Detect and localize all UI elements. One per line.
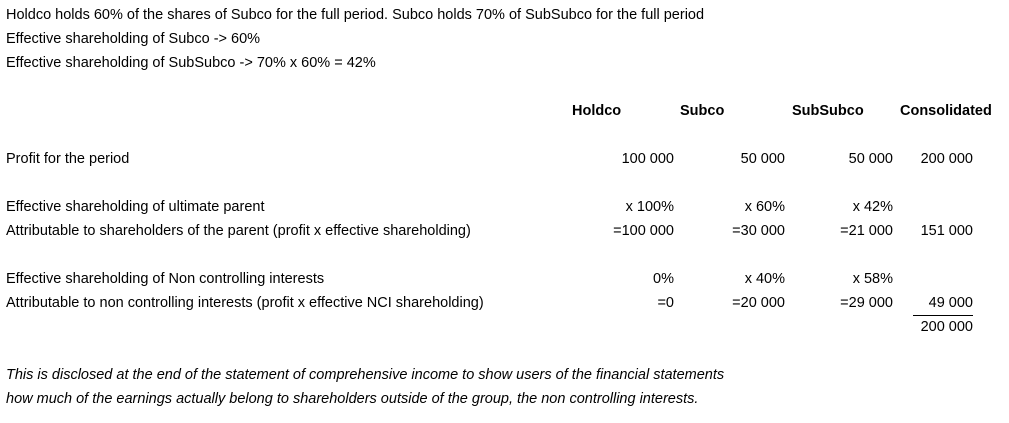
- row-profit-subco: 50 000: [740, 151, 785, 167]
- consolidated-total: 200 000: [920, 319, 973, 335]
- row-parent-share-subsubco: x 42%: [852, 199, 893, 215]
- note-line-1: This is disclosed at the end of the statement of comprehensive income to show users of the financial statements: [6, 367, 725, 383]
- row-parent-share-holdco: x 100%: [625, 199, 674, 215]
- row-nci-share-subco: x 40%: [744, 271, 785, 287]
- intro-line-2: Effective shareholding of Subco -> 60%: [6, 31, 261, 47]
- row-nci-share-label: Effective shareholding of Non controlling interests: [6, 271, 325, 287]
- row-nci-attrib-holdco: =0: [657, 295, 674, 311]
- row-profit-holdco: 100 000: [621, 151, 674, 167]
- header-subco: Subco: [680, 103, 725, 119]
- intro-line-3: Effective shareholding of SubSubco -> 70% x 60% = 42%: [6, 55, 376, 71]
- row-parent-share-subco: x 60%: [744, 199, 785, 215]
- header-consolidated: Consolidated: [900, 103, 992, 119]
- row-parent-attrib-subsubco: =21 000: [840, 223, 893, 239]
- row-parent-share-label: Effective shareholding of ultimate parent: [6, 199, 265, 215]
- row-nci-attrib-label: Attributable to non controlling interests (profit x effective NCI shareholding): [6, 295, 484, 311]
- note-line-2: how much of the earnings actually belong to shareholders outside of the group, the non controlling interests.: [6, 391, 699, 407]
- row-parent-attrib-consolidated: 151 000: [920, 223, 973, 239]
- row-nci-share-subsubco: x 58%: [852, 271, 893, 287]
- row-nci-attrib-consolidated: 49 000: [913, 294, 973, 316]
- row-parent-attrib-holdco: =100 000: [613, 223, 674, 239]
- row-nci-attrib-subsubco: =29 000: [840, 295, 893, 311]
- row-parent-attrib-subco: =30 000: [732, 223, 785, 239]
- header-holdco: Holdco: [572, 103, 622, 119]
- row-profit-subsubco: 50 000: [848, 151, 893, 167]
- header-subsubco: SubSubco: [792, 103, 864, 119]
- intro-line-1: Holdco holds 60% of the shares of Subco for the full period. Subco holds 70% of SubSubco for the full period: [6, 7, 705, 23]
- row-nci-attrib-subco: =20 000: [732, 295, 785, 311]
- row-nci-share-holdco: 0%: [653, 271, 674, 287]
- row-parent-attrib-label: Attributable to shareholders of the parent (profit x effective shareholding): [6, 223, 471, 239]
- row-profit-label: Profit for the period: [6, 151, 130, 167]
- row-profit-consolidated: 200 000: [920, 151, 973, 167]
